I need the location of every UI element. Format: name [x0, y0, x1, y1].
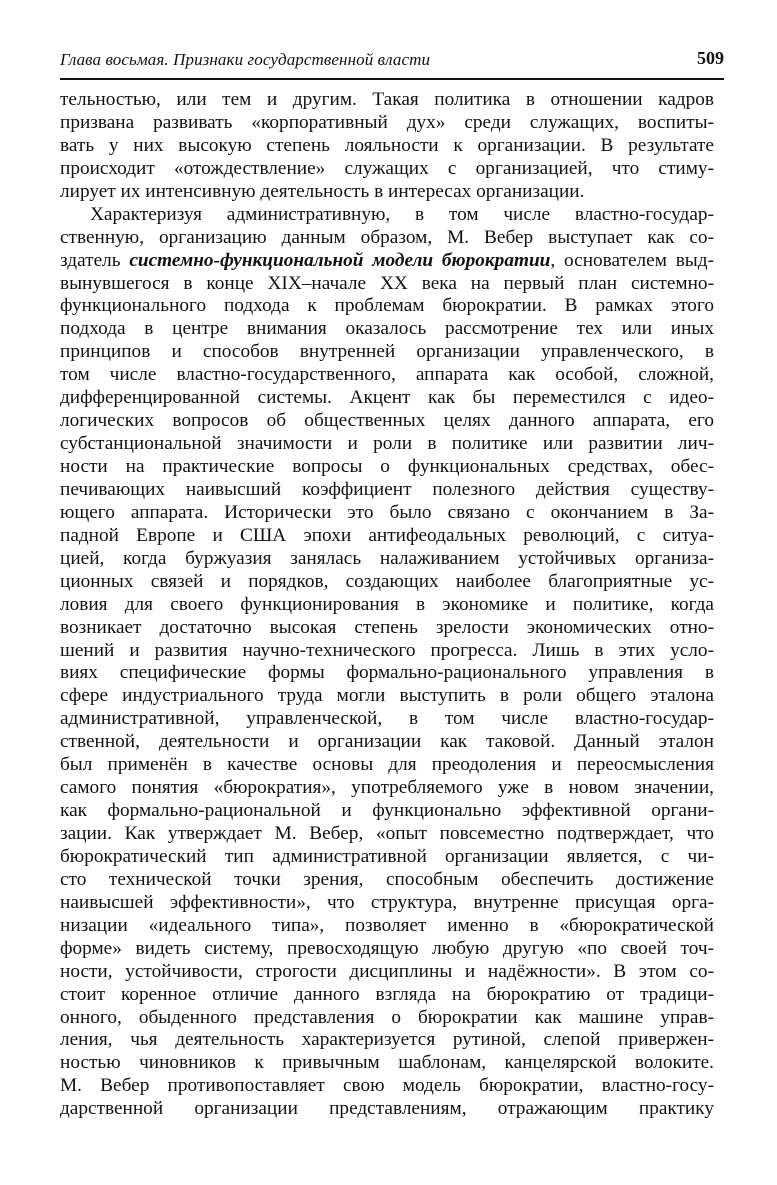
text-line: печивающих наивысший коэффициент полезного действия существу- — [60, 478, 714, 500]
text-line: шений и развития научно-технического прогресса. Лишь в этих усло- — [60, 639, 714, 661]
running-head: Глава восьмая. Признаки государственной власти — [60, 50, 431, 69]
text-line: возникает достаточно высокая степень зрелости экономических отно- — [60, 616, 714, 638]
text-fragment: здатель — [60, 249, 130, 271]
text-line: лирует их интенсивную деятельность в интересах организации. — [60, 180, 585, 202]
text-line: тельностью, или тем и другим. Такая политика в отношении кадров — [60, 89, 714, 110]
text-line: субстанциональной значимости и роли в политике или развитии лич- — [60, 433, 714, 455]
text-line: ственную, организацию данным образом, М. Вебер выступает как со- — [60, 226, 714, 248]
text-line: сфере индустриального труда могли выступить в роли общего эталона — [60, 685, 714, 707]
text-line: происходит «отождествление» служащих с организацией, что стиму- — [60, 157, 714, 179]
text-line: дифференцированной системы. Акцент как бы переместился с идео- — [60, 387, 714, 409]
paragraph-1 — [60, 89, 714, 204]
text-line: вынувшегося в конце XIX–начале XX века на первый план системно- — [60, 272, 714, 294]
text-line: ностью чиновников к привычным шаблонам, канцелярской волоките. — [60, 1052, 714, 1074]
text-line: принципов и способов внутренней организации управленческого, в — [60, 341, 714, 363]
text-line: ственной, деятельности и организации как таковой. Данный эталон — [60, 731, 714, 753]
page-body — [60, 89, 714, 1121]
text-fragment: , основателем выд- — [550, 249, 714, 271]
text-line-with-emphasis — [60, 250, 714, 273]
text-line: административной, управленческой, в том числе властно-государ- — [60, 708, 714, 730]
text-line: зации. Как утверждает М. Вебер, «опыт повсеместно подтверждает, что — [60, 823, 714, 844]
text-line: цией, когда буржуазия занялась налаживанием устойчивых организа- — [60, 547, 714, 569]
text-line: ности, устойчивости, строгости дисциплины и надёжности». В этом со- — [60, 960, 714, 982]
text-line: низации «идеального типа», позволяет именно в «бюрократической — [60, 914, 714, 936]
text-line: том числе властно-государственного, аппарата как особой, сложной, — [60, 364, 714, 386]
text-line: ловия для своего функционирования в экономике и политике, когда — [60, 593, 714, 615]
text-line: Характеризуя административную, в том числе властно-государ- — [90, 203, 714, 225]
text-line: наивысшей эффективности», что структура, внутренне присущая орга- — [60, 891, 714, 913]
text-line: падной Европе и США эпохи антифеодальных революций, с ситуа- — [60, 524, 714, 546]
text-line: М. Вебер противопоставляет свою модель бюрократии, властно-госу- — [60, 1075, 714, 1097]
text-line: призвана развивать «корпоративный дух» среди служащих, воспиты- — [60, 111, 714, 133]
text-line: самого понятия «бюрократия», употребляемого уже в новом значении, — [60, 777, 714, 799]
page-header — [60, 44, 724, 76]
text-line: бюрократический тип административной организации является, с чи- — [60, 845, 714, 867]
emphasized-term: системно-функциональной модели бюрократии — [129, 249, 551, 271]
text-line: онного, обыденного представления о бюрократии как машине управ- — [60, 1006, 714, 1028]
text-line: виях специфические формы формально-рационального управления в — [60, 662, 714, 684]
page-number: 509 — [697, 48, 724, 68]
text-line: вать у них высокую степень лояльности к организации. В результате — [60, 134, 714, 156]
text-line: дарственной организации представлениям, отражающим практику — [60, 1098, 714, 1120]
text-line: ющего аппарата. Исторически это было связано с окончанием в За- — [60, 501, 714, 523]
text-line: сто технической точки зрения, способным обеспечить достижение — [60, 868, 714, 890]
text-line: ционных связей и порядков, создающих наиболее благоприятные ус- — [60, 570, 714, 592]
paragraph-2 — [60, 204, 714, 1122]
text-line: ления, чья деятельность характеризуется рутиной, слепой привержен- — [60, 1029, 714, 1051]
text-line: стоит коренное отличие данного взгляда на бюрократию от традици- — [60, 983, 714, 1005]
text-line: как формально-рациональной и функционально эффективной органи- — [60, 800, 714, 822]
text-line: подхода в центре внимания оказалось рассмотрение тех или иных — [60, 318, 714, 340]
text-line: был применён в качестве основы для преодоления и переосмысления — [60, 754, 714, 776]
text-line: функционального подхода к проблемам бюрократии. В рамках этого — [60, 295, 714, 317]
text-line: ности на практические вопросы о функциональных средствах, обес- — [60, 456, 714, 477]
text-line: логических вопросов об общественных целях данного аппарата, его — [60, 410, 714, 432]
header-rule — [60, 78, 724, 80]
text-line: форме» видеть систему, превосходящую любую другую «по своей точ- — [60, 937, 714, 959]
